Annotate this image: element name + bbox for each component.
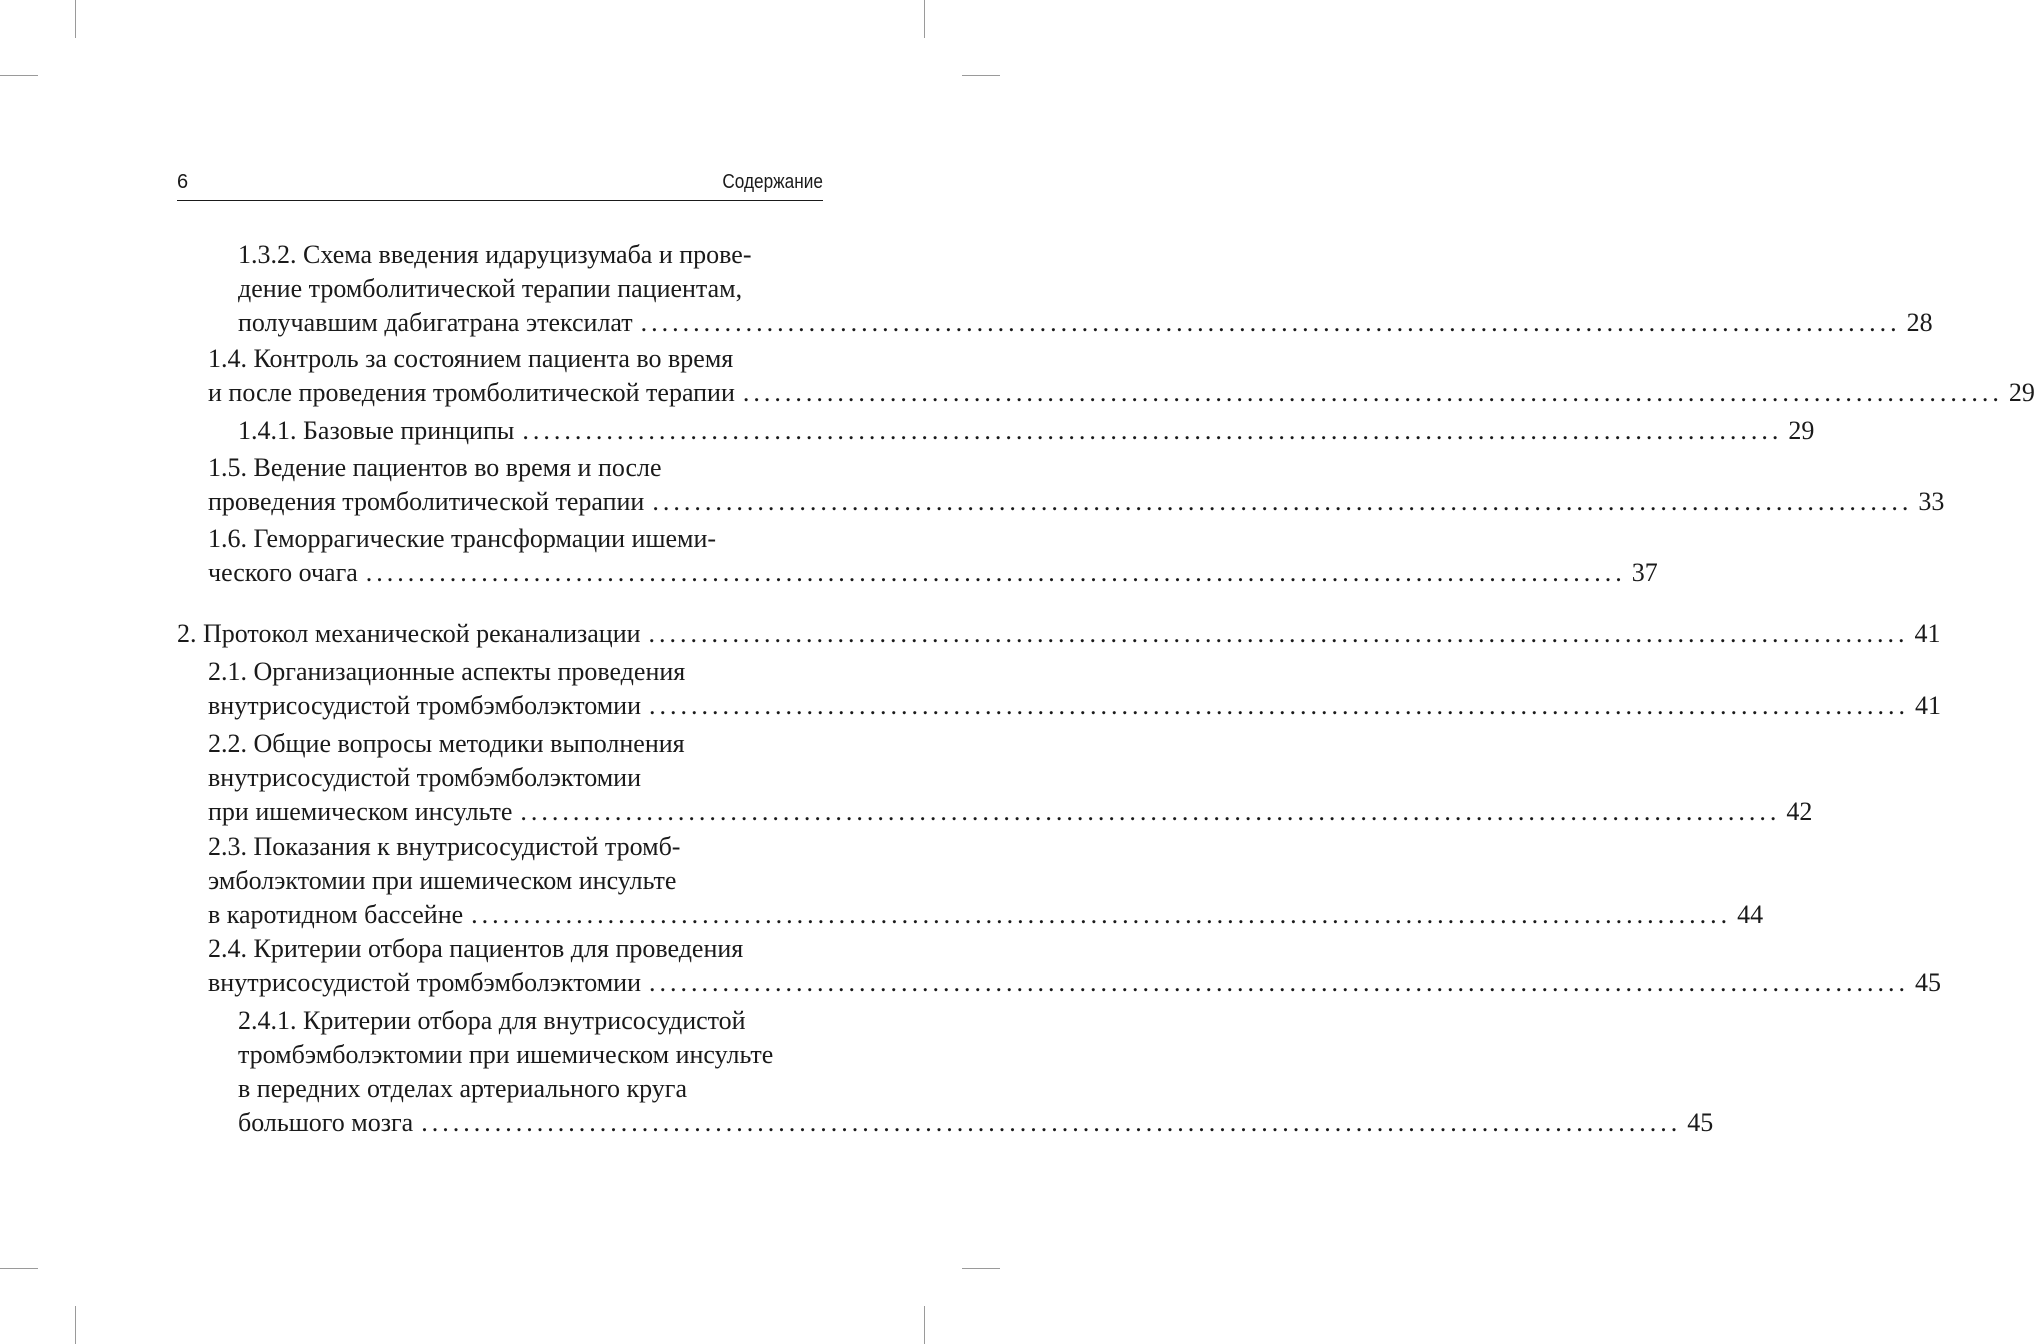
dot-leader: ........................................................................................................................	[742, 378, 2003, 407]
toc-entry-2-1[interactable]	[208, 655, 1942, 723]
toc-page-number: 29	[2008, 378, 2035, 407]
toc-entry-2-3[interactable]	[208, 830, 1764, 932]
page-number: 6	[177, 171, 189, 193]
dot-leader: ........................................................................................................................	[421, 1108, 1682, 1137]
toc-entry-text: внутрисосудистой тромбэмболэктомии	[208, 968, 642, 997]
toc-entry-1-4-1[interactable]	[238, 414, 1815, 448]
toc-entry-2-4[interactable]	[208, 932, 1942, 1000]
crop-mark-bottom-right	[924, 1306, 925, 1344]
toc-page-number: 28	[1906, 308, 1933, 337]
toc-page-number: 45	[1915, 968, 1942, 997]
toc-entry-text: 2.3. Показания к внутрисосудистой тромб-	[208, 832, 681, 861]
dot-leader: ........................................................................................................................	[522, 416, 1783, 445]
toc-page-number: 44	[1737, 900, 1764, 929]
toc-entry-text: в передних отделах артериального круга	[238, 1074, 687, 1103]
toc-page-number: 45	[1687, 1108, 1714, 1137]
toc-entry-1-6[interactable]	[208, 522, 1658, 590]
dot-leader: ........................................................................................................................	[649, 691, 1910, 720]
toc-entry-text: в каротидном бассейне	[208, 900, 464, 929]
crop-mark-left-lower	[0, 1268, 38, 1269]
toc-entry-1-5[interactable]	[208, 451, 1945, 519]
toc-page-number: 42	[1786, 797, 1813, 826]
toc-entry-text: и после проведения тромболитической терапии	[208, 378, 735, 407]
toc-entry-text: 2.4.1. Критерии отбора для внутрисосудистой	[238, 1006, 746, 1035]
crop-mark-bottom-left	[75, 1306, 76, 1344]
running-header	[177, 168, 823, 201]
toc-entry-text: эмболэктомии при ишемическом инсульте	[208, 866, 677, 895]
toc-page-number: 37	[1631, 558, 1658, 587]
toc-entry-text: проведения тромболитической терапии	[208, 487, 645, 516]
toc-entry-text: ческого очага	[208, 558, 358, 587]
toc-entry-text: тромбэмболэктомии при ишемическом инсульте	[238, 1040, 774, 1069]
toc-entry-text: при ишемическом инсульте	[208, 797, 513, 826]
toc-entry-1-4[interactable]	[208, 342, 2035, 410]
toc-page-number: 41	[1915, 691, 1942, 720]
toc-entry-text: внутрисосудистой тромбэмболэктомии	[208, 763, 642, 792]
dot-leader: ........................................................................................................................	[652, 487, 1913, 516]
crop-mark-top-left	[75, 0, 76, 38]
toc-entry-1-3-2[interactable]	[238, 238, 1933, 340]
dot-leader: ........................................................................................................................	[648, 619, 1909, 648]
toc-entry-text: 2.4. Критерии отбора пациентов для проведения	[208, 934, 744, 963]
toc-entry-text: получавшим дабигатрана этексилат	[238, 308, 633, 337]
toc-entry-text: 1.6. Геморрагические трансформации ишеми-	[208, 524, 717, 553]
dot-leader: ........................................................................................................................	[649, 968, 1910, 997]
toc-entry-text: большого мозга	[238, 1108, 414, 1137]
dot-leader: ........................................................................................................................	[365, 558, 1626, 587]
toc-page-number: 29	[1788, 416, 1815, 445]
dot-leader: ........................................................................................................................	[640, 308, 1901, 337]
dot-leader: ........................................................................................................................	[520, 797, 1781, 826]
toc-entry-text: 1.4.1. Базовые принципы	[238, 416, 515, 445]
dot-leader: ........................................................................................................................	[471, 900, 1732, 929]
toc-entry-text: дение тромболитической терапии пациентам,	[238, 274, 743, 303]
toc-entry-text: 1.3.2. Схема введения идаруцизумаба и прове-	[238, 240, 752, 269]
section-title: Содержание	[722, 171, 823, 193]
toc-entry-chapter-2[interactable]	[177, 617, 1941, 651]
toc-entry-text: внутрисосудистой тромбэмболэктомии	[208, 691, 642, 720]
crop-mark-right-upper	[962, 75, 1000, 76]
crop-mark-top-right	[924, 0, 925, 38]
toc-entry-text: 1.5. Ведение пациентов во время и после	[208, 453, 662, 482]
crop-mark-left-upper	[0, 75, 38, 76]
toc-entry-text: 2. Протокол механической реканализации	[177, 619, 641, 648]
toc-entry-text: 1.4. Контроль за состоянием пациента во время	[208, 344, 734, 373]
crop-mark-right-lower	[962, 1268, 1000, 1269]
toc-entry-2-2[interactable]	[208, 727, 1813, 829]
toc-entry-text: 2.1. Организационные аспекты проведения	[208, 657, 686, 686]
toc-page-number: 33	[1918, 487, 1945, 516]
toc-entry-2-4-1[interactable]	[238, 1004, 1714, 1140]
toc-entry-text: 2.2. Общие вопросы методики выполнения	[208, 729, 685, 758]
toc-page-number: 41	[1914, 619, 1941, 648]
